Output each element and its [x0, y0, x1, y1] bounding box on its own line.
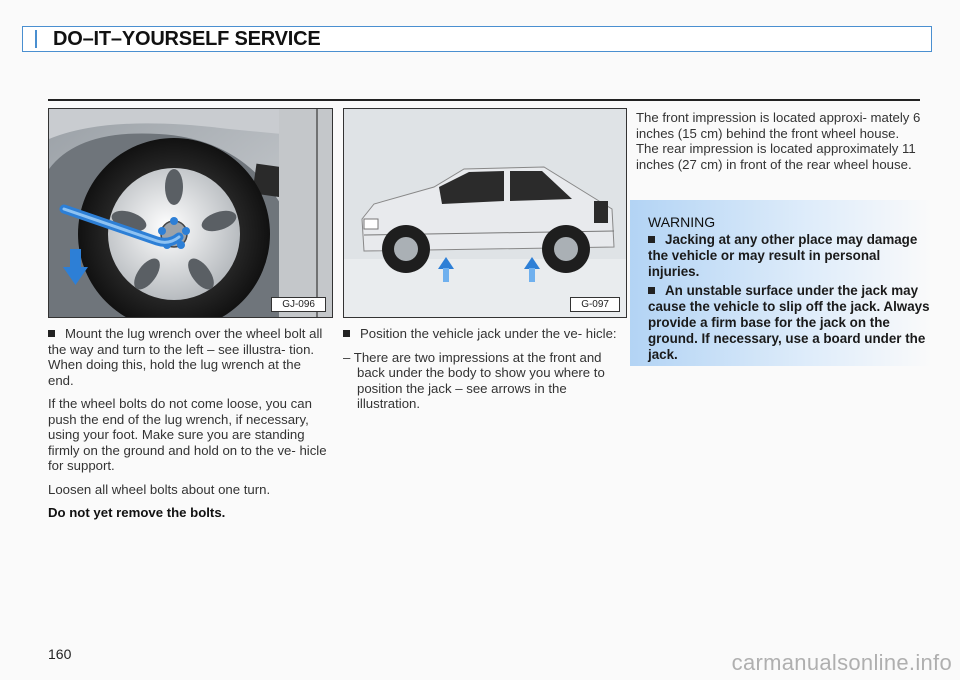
- figure-label: G-097: [570, 297, 620, 312]
- paragraph: Do not yet remove the bolts.: [48, 505, 226, 520]
- figure-jack-points: [343, 108, 627, 318]
- middle-column: [343, 326, 625, 420]
- warning-text: [648, 232, 930, 366]
- paragraph: The front impression is located approxi- mately 6 inches (15 cm) behind the front wheel house. The rear impression is located approximately 11 inches (27 cm) in front of the rear wheel house.: [636, 110, 921, 172]
- horizontal-rule: [48, 99, 920, 101]
- page-number: 160: [48, 646, 72, 662]
- wheel-lug-wrench-illustration: [49, 109, 333, 318]
- paragraph: Mount the lug wrench over the wheel bolt all the way and turn to the left – see illustra- tion. When doing this, hold the lug wrench at the end.: [48, 326, 330, 388]
- warning-item: An unstable surface under the jack may cause the vehicle to slip off the jack. Always provide a firm base for the jack on the ground. If necessary, use a board under the jack.: [648, 283, 930, 362]
- figure-lug-wrench: [48, 108, 333, 318]
- figure-label: GJ-096: [271, 297, 326, 312]
- warning-item: Jacking at any other place may damage the vehicle or may result in personal injuries.: [648, 232, 930, 279]
- car-jack-points-illustration: [344, 109, 627, 318]
- watermark: carmanualsonline.info: [731, 650, 952, 675]
- warning-box: [630, 200, 932, 366]
- paragraph: If the wheel bolts do not come loose, you can push the end of the lug wrench, if necessary, using your foot. Make sure you are standing firmly on the ground and hold on to the ve- hicle for support.: [48, 396, 327, 473]
- warning-title: WARNING: [648, 214, 716, 230]
- right-column: [636, 110, 924, 180]
- paragraph: – There are two impressions at the front and back under the body to show you where to position the jack – see arrows in the illustration.: [343, 349, 605, 411]
- left-column: [48, 326, 330, 529]
- header-tick: [35, 30, 37, 48]
- section-header: [22, 26, 932, 52]
- section-title: DO–IT–YOURSELF SERVICE: [53, 28, 321, 50]
- paragraph: Position the vehicle jack under the ve- hicle:: [343, 326, 625, 342]
- paragraph: Loosen all wheel bolts about one turn.: [48, 481, 271, 497]
